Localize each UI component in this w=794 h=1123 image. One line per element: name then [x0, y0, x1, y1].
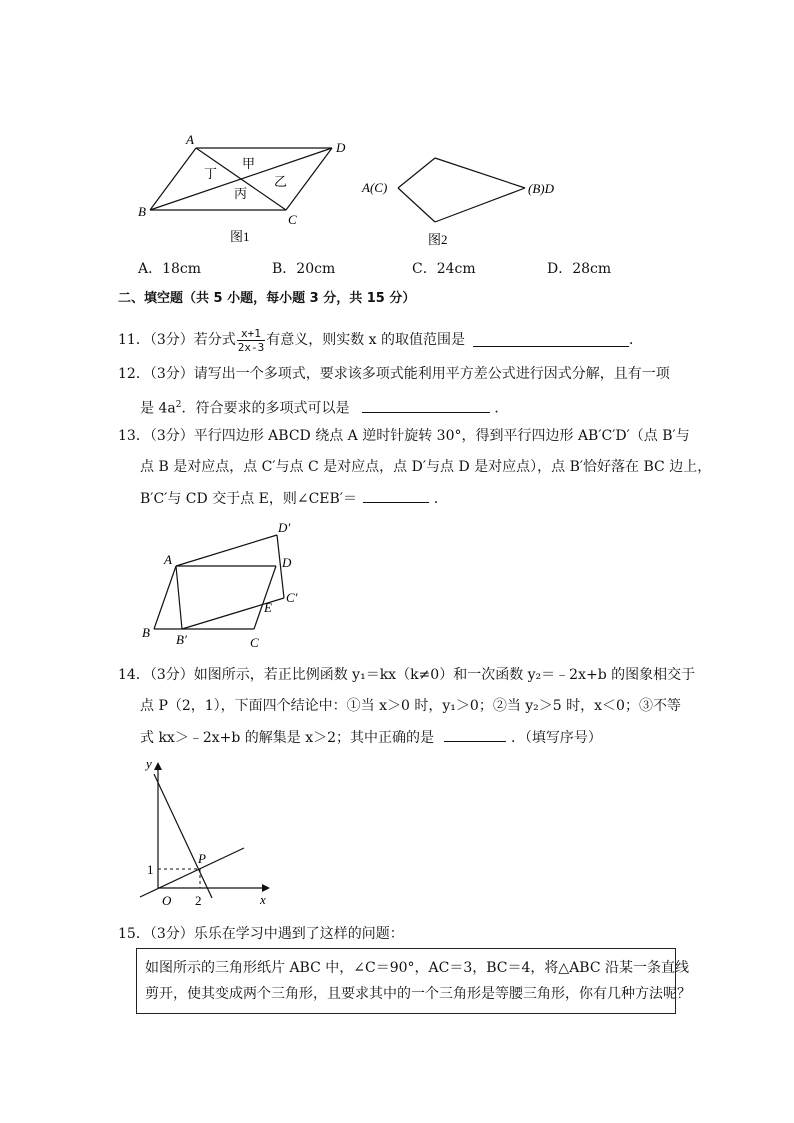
q14-line-1: 14．（3分）如图所示，若正比例函数 y₁＝kx（k≠0）和一次函数 y₂＝﹣2x+b 的图象相交于	[118, 667, 696, 683]
q10-option-a: A．18cm	[138, 261, 202, 277]
q11-denominator: 2x-3	[237, 340, 265, 354]
q13-label-B: B	[142, 625, 150, 640]
q13-answer-blank[interactable]	[363, 490, 429, 503]
q14-label-x: x	[260, 892, 266, 907]
q13-line-3	[140, 490, 448, 507]
q15-box-line-2: 剪开，使其变成两个三角形，且要求其中的一个三角形是等腰三角形，你有几种方法呢？	[145, 986, 691, 1002]
q11-numerator: x+1	[237, 327, 266, 341]
q12-answer-blank[interactable]	[362, 400, 490, 413]
fig1-label-jia: 甲	[242, 156, 256, 171]
q10-option-b: B．20cm	[272, 261, 336, 277]
fig2-label-right: (B)D	[528, 181, 554, 196]
q12-text-b: ．符合要求的多项式可以是	[181, 400, 350, 417]
q15-box-line-1: 如图所示的三角形纸片 ABC 中，∠C＝90°，AC＝3，BC＝4，将△ABC 沿某一条直线	[145, 960, 690, 976]
q14-label-1: 1	[147, 862, 154, 877]
figure-2-rhombus	[360, 150, 580, 250]
q14-label-P: P	[198, 851, 206, 866]
section-2-title: 二、填空题（共 5 小题，每小题 3 分，共 15 分）	[118, 291, 416, 306]
q10-option-d: D．28cm	[547, 261, 612, 277]
figure-1-parallelogram	[130, 128, 360, 248]
q12-end: ．	[494, 400, 509, 417]
q12-line-2	[140, 397, 508, 417]
fig1-label-yi: 乙	[274, 174, 288, 189]
q13-label-C: C	[250, 635, 259, 650]
q12-line-1: 12．（3分）请写出一个多项式，要求该多项式能利用平方差公式进行因式分解，且有一项	[118, 366, 670, 382]
q13-label-D: D	[282, 555, 292, 570]
q11-end: ．	[629, 332, 644, 348]
fig1-label-B: B	[138, 204, 146, 219]
q11-suffix: 有意义，则实数 x 的取值范围是	[266, 332, 466, 348]
q14-line-3	[140, 729, 602, 746]
q12-exponent: 2	[175, 400, 182, 410]
q15-problem-box	[136, 948, 691, 1014]
fig2-caption: 图2	[428, 232, 448, 247]
q14-line-2: 点 P（2，1），下面四个结论中：①当 x＞0 时，y₁＞0；②当 y₂＞5 时，x＜0；③不等	[140, 698, 681, 714]
q14-answer-blank[interactable]	[444, 729, 506, 742]
q11-fraction	[237, 327, 266, 354]
q13-label-A: A	[164, 552, 172, 567]
question-11	[118, 322, 643, 358]
q15-line-1: 15．（3分）乐乐在学习中遇到了这样的问题：	[118, 926, 404, 942]
q13-end: ．	[433, 491, 448, 507]
q14-label-2: 2	[195, 893, 202, 908]
q14-graph	[132, 752, 282, 912]
q13-label-E: E	[264, 600, 272, 615]
q13-label-Bp: B′	[176, 632, 187, 647]
q12-text-a: 是 4a	[140, 400, 176, 417]
q14-label-y: y	[146, 756, 152, 771]
fig1-label-ding: 丁	[204, 166, 218, 181]
fig2-label-left: A(C)	[362, 180, 388, 195]
q13-label-Cp: C′	[286, 590, 298, 605]
q13-figure	[136, 516, 316, 654]
q13-text: B′C′与 CD 交于点 E，则∠CEB′＝	[140, 491, 357, 507]
q13-line-2: 点 B 是对应点，点 C′与点 C 是对应点，点 D′与点 D 是对应点），点 B′恰好落在 BC 边上，	[140, 459, 712, 475]
q14-text: 式 kx＞﹣2x+b 的解集是 x＞2；其中正确的是	[140, 730, 435, 746]
fig1-label-bing: 丙	[234, 186, 248, 201]
q11-prefix: 11．（3分）若分式	[118, 332, 236, 348]
fig1-label-A: A	[186, 132, 194, 147]
q14-end: ．（填写序号）	[510, 730, 602, 746]
q10-option-c: C．24cm	[412, 261, 476, 277]
fig1-label-D: D	[336, 140, 346, 155]
q13-line-1: 13．（3分）平行四边形 ABCD 绕点 A 逆时针旋转 30°，得到平行四边形 AB′C′D′（点 B′与	[118, 428, 690, 444]
q11-answer-blank[interactable]	[473, 334, 629, 347]
q14-label-O: O	[162, 893, 172, 908]
q13-label-Dp: D′	[278, 520, 291, 535]
fig1-label-C: C	[288, 212, 297, 227]
fig1-caption: 图1	[230, 229, 250, 244]
